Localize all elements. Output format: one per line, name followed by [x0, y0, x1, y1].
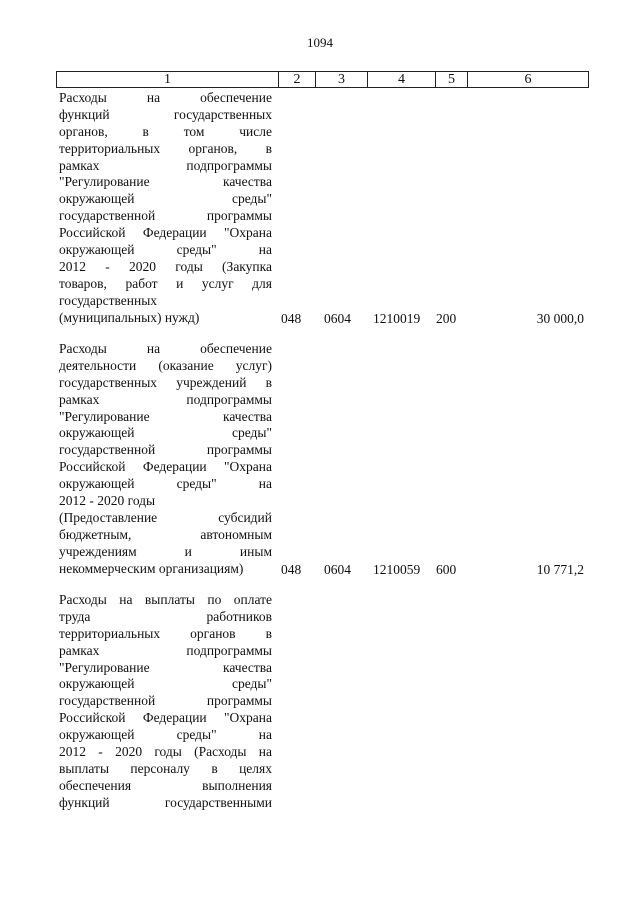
description-line: функций государственных [59, 106, 272, 122]
row-description [59, 90, 272, 326]
cell-code-4: 1210019 [373, 311, 421, 326]
column-header-table [56, 71, 589, 88]
description-line: обеспечения выполнения [59, 777, 272, 793]
description-line: окружающей среды" [59, 676, 272, 692]
cell-amount: 30 000,0 [536, 311, 584, 326]
description-line: государственных учреждений в [59, 374, 272, 390]
description-line: Российской Федерации "Охрана [59, 225, 272, 241]
description-line: территориальных органов, в [59, 140, 272, 156]
description-line: "Регулирование качества [59, 174, 272, 190]
cell-code-3: 0604 [324, 562, 351, 577]
column-header-1: 1 [57, 72, 279, 88]
description-line: рамках подпрограммы [59, 391, 272, 407]
cell-code-3: 0604 [324, 311, 351, 326]
description-line: государственной программы [59, 208, 272, 224]
description-line: Расходы на выплаты по оплате [59, 592, 272, 607]
description-line: функций государственными [59, 794, 272, 810]
description-line: "Регулирование качества [59, 408, 272, 424]
cell-code-5: 600 [436, 562, 457, 577]
description-line: окружающей среды" на [59, 242, 272, 258]
description-line: 2012 - 2020 годы (Расходы на [59, 744, 272, 760]
description-line: государственной программы [59, 693, 272, 709]
description-line: учреждениям и иным [59, 543, 272, 559]
column-header-3: 3 [316, 72, 368, 88]
description-line: (муниципальных) нужд) [59, 309, 200, 325]
description-line: окружающей среды" [59, 191, 272, 207]
description-line: окружающей среды" [59, 425, 272, 441]
description-line: Расходы на обеспечение [59, 341, 272, 356]
description-line: труда работников [59, 608, 272, 624]
description-line: Российской Федерации "Охрана [59, 459, 272, 475]
description-line: рамках подпрограммы [59, 642, 272, 658]
description-line: 2012 - 2020 годы (Закупка [59, 258, 272, 274]
column-header-6: 6 [468, 72, 589, 88]
column-header-2: 2 [279, 72, 316, 88]
description-line: Российской Федерации "Охрана [59, 710, 272, 726]
description-line: некоммерческим организациям) [59, 560, 244, 576]
table-row [56, 341, 596, 581]
table-row [56, 90, 596, 330]
row-description [59, 341, 272, 577]
column-header-row [57, 72, 589, 88]
description-line: товаров, работ и услуг для [59, 275, 272, 291]
column-header-4: 4 [368, 72, 436, 88]
description-line: органов, в том числе [59, 123, 272, 139]
description-line: 2012 - 2020 годы [59, 493, 156, 509]
column-header-5: 5 [436, 72, 468, 88]
description-line: деятельности (оказание услуг) [59, 357, 272, 373]
cell-code-2: 048 [281, 311, 302, 326]
cell-code-5: 200 [436, 311, 457, 326]
description-line: "Регулирование качества [59, 659, 272, 675]
description-line: государственных [59, 292, 158, 308]
description-line: Расходы на обеспечение [59, 90, 272, 105]
cell-code-4: 1210059 [373, 562, 421, 577]
cell-amount: 10 771,2 [536, 562, 584, 577]
cell-code-2: 048 [281, 562, 302, 577]
description-line: бюджетным, автономным [59, 526, 272, 542]
description-line: (Предоставление субсидий [59, 509, 272, 525]
description-line: окружающей среды" на [59, 727, 272, 743]
description-line: территориальных органов в [59, 625, 272, 641]
page-number: 1094 [307, 35, 333, 50]
table-row [56, 592, 596, 817]
description-line: окружающей среды" на [59, 476, 272, 492]
row-description [59, 592, 272, 812]
description-line: выплаты персоналу в целях [59, 760, 272, 776]
description-line: государственной программы [59, 442, 272, 458]
description-line: рамках подпрограммы [59, 157, 272, 173]
